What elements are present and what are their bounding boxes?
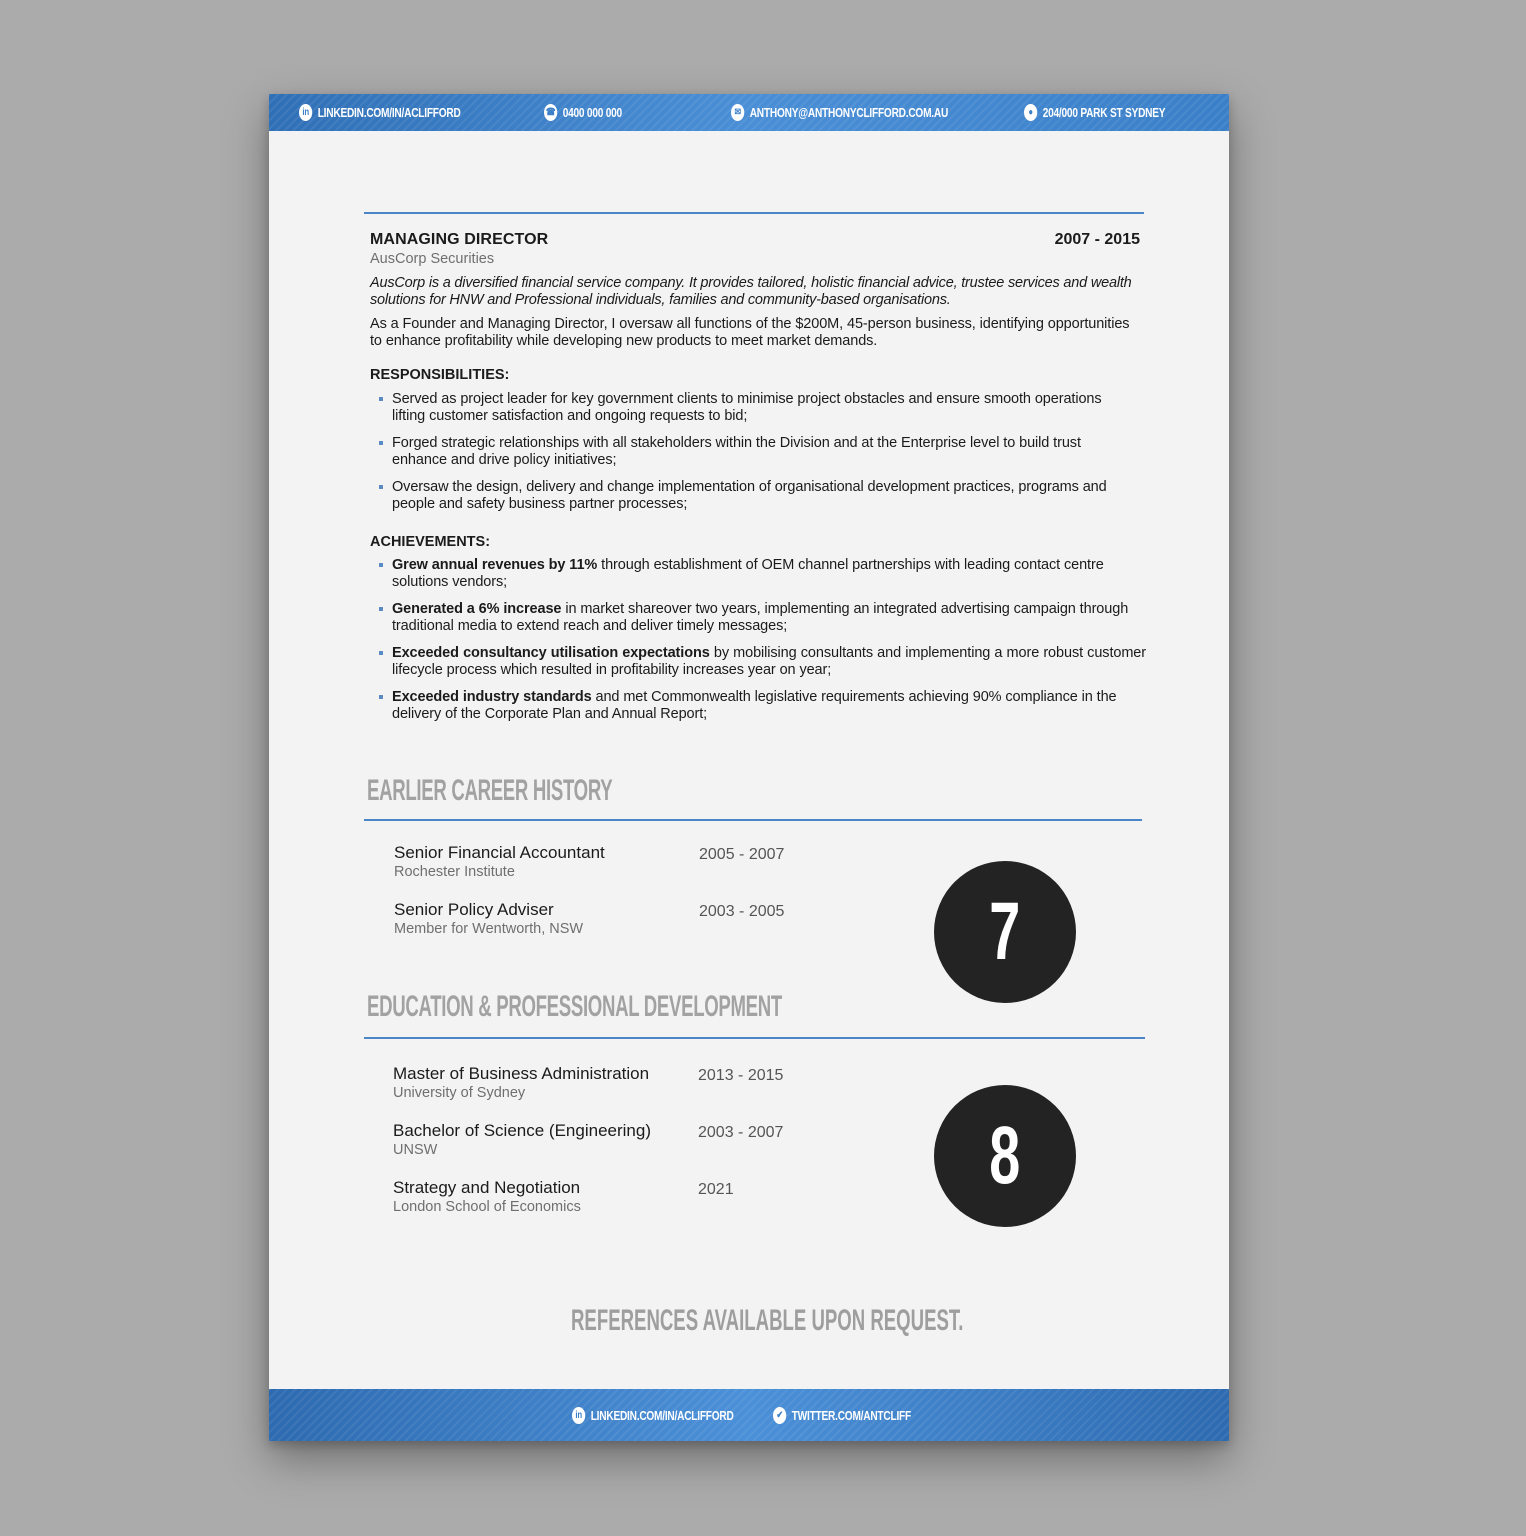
list-item: [370, 645, 1146, 679]
education-entry-degree: Bachelor of Science (Engineering): [393, 1121, 651, 1140]
job-summary: As a Founder and Managing Director, I oversaw all functions of the $200M, 45-person business, identifying opportunities to enhance profitability while developing new products to meet market demands.: [370, 316, 1130, 349]
job-company: AusCorp Securities: [370, 251, 495, 267]
education-heading: EDUCATION & PROFESSIONAL DEVELOPMENT: [367, 990, 782, 1023]
header-address: [1024, 94, 1165, 131]
education-entry-degree: Strategy and Negotiation: [393, 1178, 581, 1197]
resume-page: [269, 94, 1229, 1441]
education-entry-dates: 2003 - 2007: [698, 1124, 784, 1141]
career-entry-org: Rochester Institute: [394, 864, 515, 880]
career-entry-org: Member for Wentworth, NSW: [394, 921, 584, 937]
education-entry-institution: UNSW: [393, 1142, 438, 1158]
header-phone-label: 0400 000 000: [562, 105, 622, 120]
list-item: Served as project leader for key government clients to minimise project obstacles and ensure smooth operations lifting customer satisfaction and ongoing requests to bid;: [370, 391, 1130, 425]
responsibilities-list: [370, 391, 1130, 523]
achievement-text: and met Commonwealth legislative requirements achieving 90% compliance in the delivery of the Corporate Plan and Annual Report;: [392, 689, 1117, 722]
references-note: REFERENCES AVAILABLE UPON REQUEST.: [571, 1304, 964, 1337]
linkedin-icon: in: [299, 104, 312, 121]
footer-linkedin-label: LINKEDIN.COM/IN/ACLIFFORD: [590, 1407, 734, 1423]
achievement-text: through establishment of OEM channel partnerships with leading contact centre solutions vendors;: [392, 557, 1104, 590]
career-entry-dates: 2003 - 2005: [699, 903, 785, 920]
achievement-text: by mobilising consultants and implementing a more robust customer lifecycle process which resulted in profitability increases year on year;: [392, 645, 1147, 678]
responsibilities-heading: RESPONSIBILITIES:: [370, 367, 510, 383]
career-entry-dates: 2005 - 2007: [699, 846, 785, 863]
list-item: [370, 557, 1146, 591]
section-number-badge: 7: [934, 861, 1076, 1003]
education-entry-institution: University of Sydney: [393, 1085, 526, 1101]
header-email-label: ANTHONY@ANTHONYCLIFFORD.COM.AU: [749, 105, 949, 120]
header-email-link[interactable]: [731, 94, 948, 131]
list-item: Forged strategic relationships with all stakeholders within the Division and at the Enterprise level to build trust enhance and drive policy initiatives;: [370, 435, 1130, 469]
education-entry-dates: 2013 - 2015: [698, 1067, 784, 1084]
section-number-badge: 8: [934, 1085, 1076, 1227]
section-divider: [364, 212, 1144, 214]
list-item: [370, 601, 1146, 635]
job-dates: 2007 - 2015: [1054, 231, 1140, 248]
education-entry-dates: 2021: [698, 1181, 734, 1198]
education-entry-institution: London School of Economics: [393, 1199, 581, 1215]
section-divider: [364, 1037, 1145, 1039]
career-entry-role: Senior Financial Accountant: [394, 843, 605, 862]
location-icon: ●: [1024, 104, 1037, 121]
career-entry-role: Senior Policy Adviser: [394, 900, 554, 919]
achievement-highlight: Generated a 6% increase: [392, 601, 562, 617]
section-divider: [364, 819, 1142, 821]
twitter-icon: ✔: [773, 1407, 786, 1424]
linkedin-icon: in: [572, 1407, 585, 1424]
achievement-highlight: Grew annual revenues by 11%: [392, 557, 598, 573]
email-icon: ✉: [731, 104, 744, 121]
list-item: [370, 689, 1146, 723]
achievement-text: in market shareover two years, implementing an integrated advertising campaign through traditional media to extend reach and deliver timely messages;: [392, 601, 1129, 634]
education-entry-degree: Master of Business Administration: [393, 1064, 650, 1083]
phone-icon: ☎: [544, 104, 557, 121]
earlier-career-heading: EARLIER CAREER HISTORY: [367, 774, 613, 807]
achievement-highlight: Exceeded industry standards: [392, 689, 592, 705]
list-item: Oversaw the design, delivery and change implementation of organisational development practices, programs and people and safety business partner processes;: [370, 479, 1130, 513]
header-linkedin-link[interactable]: [299, 94, 461, 131]
achievement-highlight: Exceeded consultancy utilisation expectations: [392, 645, 710, 661]
achievements-heading: ACHIEVEMENTS:: [370, 534, 491, 550]
footer-twitter-link[interactable]: [773, 1389, 911, 1441]
job-title: MANAGING DIRECTOR: [370, 231, 549, 248]
footer-twitter-label: TWITTER.COM/ANTCLIFF: [791, 1407, 911, 1423]
header-contact-bar: [269, 94, 1229, 131]
company-description: AusCorp is a diversified financial service company. It provides tailored, holistic financial advice, trustee services and wealth solutions for HNW and Professional individuals, families and community-based organisations.: [370, 275, 1132, 308]
header-address-label: 204/000 PARK ST SYDNEY: [1042, 105, 1166, 120]
footer-contact-bar: [269, 1389, 1229, 1441]
header-phone-link[interactable]: [544, 94, 622, 131]
header-linkedin-label: LINKEDIN.COM/IN/ACLIFFORD: [317, 105, 461, 120]
achievements-list: [370, 557, 1146, 733]
footer-linkedin-link[interactable]: [572, 1389, 734, 1441]
